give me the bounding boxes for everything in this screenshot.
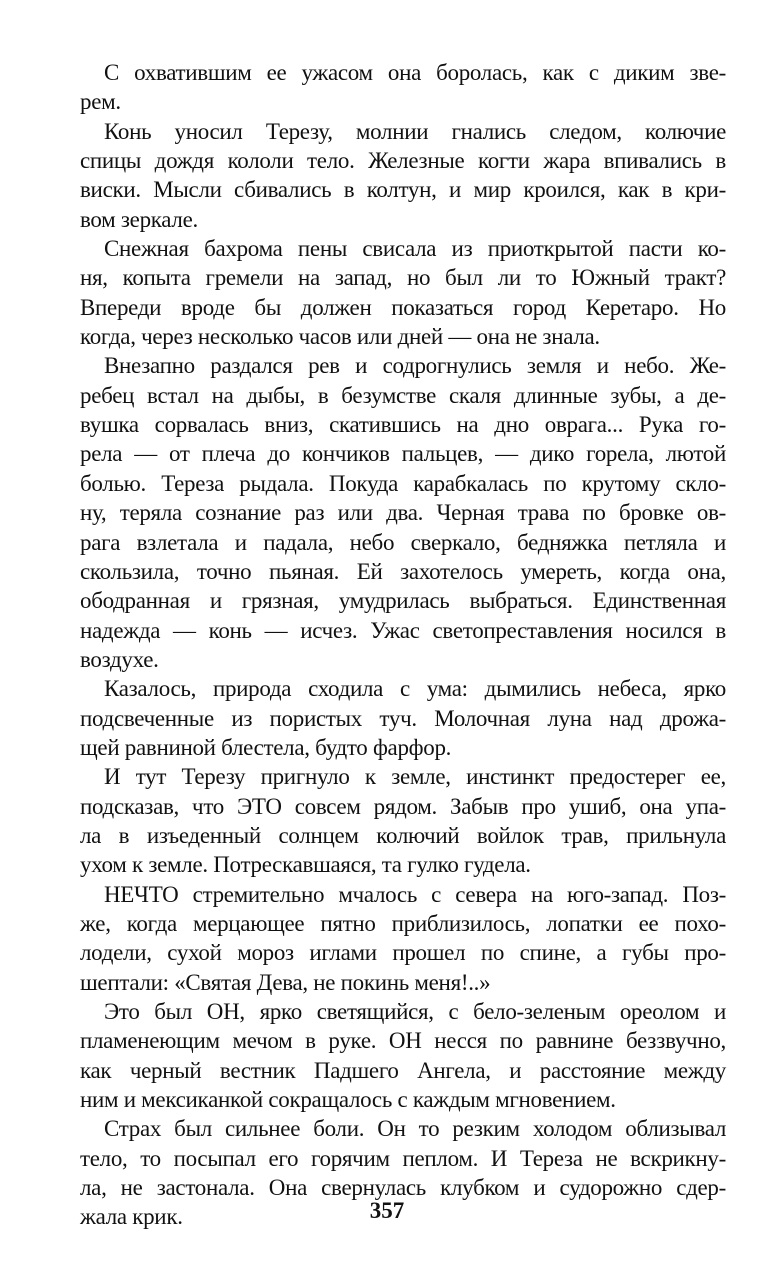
text-line: вом зеркале. — [80, 206, 198, 232]
text-line: ухом к земле. Потрескавшаяся, та гулко гудела. — [80, 852, 531, 878]
text-line: спицы дождя кололи тело. Железные когти жара впивались в — [80, 148, 726, 174]
body-text — [80, 58, 726, 1232]
text-line: ну, теряла сознание раз или два. Черная трава по бровке ов- — [80, 500, 726, 526]
text-line: рага взлетала и падала, небо сверкало, бедняжка петляла и — [80, 529, 726, 555]
text-line: Впереди вроде бы должен показаться город Керетаро. Но — [80, 294, 726, 320]
text-line: когда, через несколько часов или дней — она не знала. — [80, 324, 600, 350]
text-line: тело, то посыпал его горячим пеплом. И Тереза не вскрикну- — [80, 1145, 726, 1171]
text-line: лодели, сухой мороз иглами прошел по спине, а губы про- — [80, 940, 726, 966]
page-number: 357 — [369, 1198, 405, 1223]
paragraph — [80, 58, 726, 117]
paragraph — [80, 234, 726, 351]
text-line: ла, не застонала. Она свернулась клубком и судорожно сдер- — [80, 1175, 726, 1201]
text-line: рела — от плеча до кончиков пальцев, — дико горела, лютой — [80, 441, 726, 467]
text-line: жала крик. — [80, 1204, 183, 1230]
text-line: Внезапно раздался рев и содрогнулись земля и небо. Же- — [104, 353, 726, 379]
text-line: вушка сорвалась вниз, скатившись на дно оврага... Рука го- — [80, 412, 726, 438]
text-line: Конь уносил Терезу, молнии гнались следом, колючие — [104, 118, 726, 144]
text-line: шептали: «Святая Дева, не покинь меня!..» — [80, 969, 491, 995]
text-line: ня, копыта гремели на запад, но был ли то Южный тракт? — [80, 265, 726, 291]
text-line: ла в изъеденный солнцем колючий войлок трав, прильнула — [80, 822, 726, 848]
text-line: С охватившим ее ужасом она боролась, как с диким зве- — [104, 60, 726, 85]
paragraph — [80, 351, 726, 674]
paragraph — [80, 762, 726, 879]
paragraph — [80, 880, 726, 997]
text-line: же, когда мерцающее пятно приблизилось, лопатки ее похо- — [80, 910, 726, 936]
paragraph — [80, 674, 726, 762]
text-line: Страх был сильнее боли. Он то резким холодом облизывал — [104, 1116, 726, 1142]
paragraph — [80, 117, 726, 234]
text-line: Казалось, природа сходила с ума: дымились небеса, ярко — [104, 676, 726, 702]
text-line: ободранная и грязная, умудрилась выбраться. Единственная — [80, 588, 726, 614]
text-line: подсвеченные из пористых туч. Молочная луна над дрожа- — [80, 705, 726, 731]
text-line: как черный вестник Падшего Ангела, и расстояние между — [80, 1057, 726, 1083]
text-line: пламенеющим мечом в руке. ОН несся по равнине беззвучно, — [80, 1028, 726, 1054]
text-line: подсказав, что ЭТО совсем рядом. Забыв про ушиб, она упа- — [80, 793, 726, 819]
text-line: надежда — конь — исчез. Ужас светопреставления носился в — [80, 617, 726, 643]
text-line: скользила, точно пьяная. Ей захотелось умереть, когда она, — [80, 558, 726, 584]
text-line: воздухе. — [80, 646, 159, 672]
text-line: рем. — [80, 89, 121, 115]
paragraph — [80, 997, 726, 1114]
text-line: Это был ОН, ярко светящийся, с бело-зеленым ореолом и — [104, 999, 726, 1024]
text-line: НЕЧТО стремительно мчалось с севера на юго-запад. Поз- — [104, 881, 726, 907]
text-line: виски. Мысли сбивались в колтун, и мир кроился, как в кри- — [80, 177, 726, 203]
text-line: И тут Терезу пригнуло к земле, инстинкт предостерег ее, — [104, 764, 726, 790]
text-line: болью. Тереза рыдала. Покуда карабкалась по крутому скло- — [80, 470, 726, 496]
text-line: ребец встал на дыбы, в безумстве скаля длинные зубы, а де- — [80, 382, 726, 408]
text-line: Снежная бахрома пены свисала из приоткрытой пасти ко- — [104, 236, 726, 262]
text-line: щей равниной блестела, будто фарфор. — [80, 734, 452, 760]
text-line: ним и мексиканкой сокращалось с каждым мгновением. — [80, 1087, 616, 1113]
